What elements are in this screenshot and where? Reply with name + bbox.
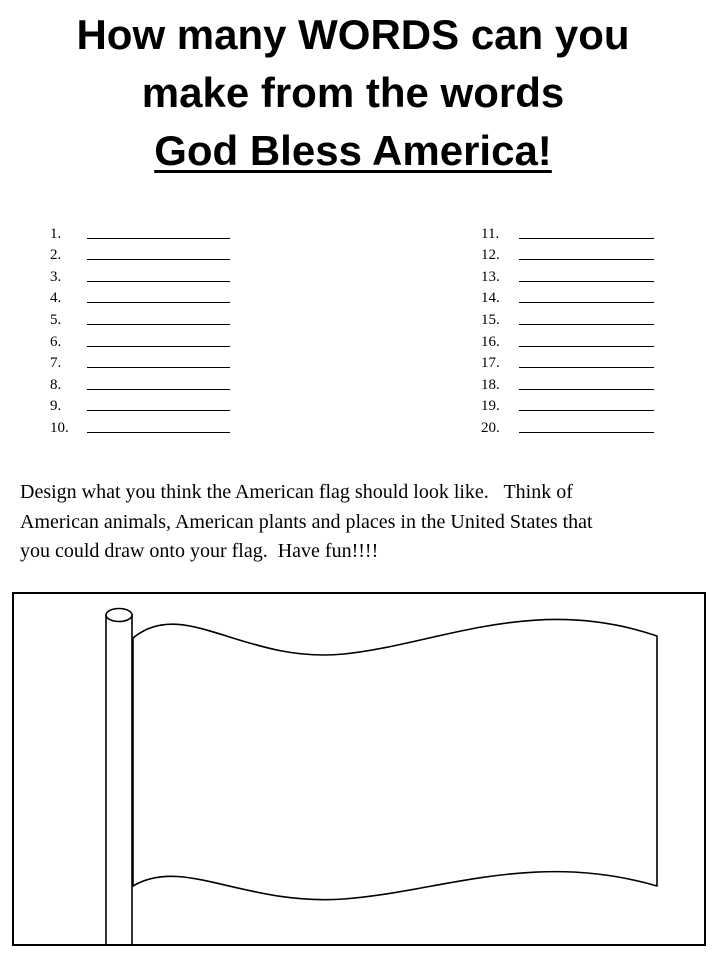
- word-number: 1.: [50, 225, 62, 242]
- word-answer-line[interactable]: [87, 367, 230, 368]
- word-answer-line[interactable]: [519, 432, 654, 433]
- instructions: [20, 478, 718, 567]
- word-answer-line[interactable]: [519, 238, 654, 239]
- word-number: 7.: [50, 355, 62, 372]
- word-answer-line[interactable]: [87, 432, 230, 433]
- word-row: [50, 415, 230, 437]
- word-number: 5.: [50, 311, 62, 328]
- title-line-1: How many WORDS can you: [76, 11, 630, 58]
- word-list-right: [481, 221, 654, 437]
- instructions-line-3: you could draw onto your flag. Have fun!!!!: [20, 540, 379, 562]
- word-number: 12.: [481, 247, 500, 264]
- word-answer-line[interactable]: [87, 410, 230, 411]
- word-answer-line[interactable]: [519, 410, 654, 411]
- word-number: 10.: [50, 419, 69, 436]
- flagpole-icon: [106, 609, 132, 945]
- word-row: [50, 307, 230, 329]
- word-number: 19.: [481, 398, 500, 415]
- word-answer-line[interactable]: [87, 281, 230, 282]
- title-line-2: make from the words: [141, 69, 565, 116]
- word-row: [50, 329, 230, 351]
- word-answer-line[interactable]: [87, 389, 230, 390]
- word-answer-line[interactable]: [519, 346, 654, 347]
- word-row: [481, 329, 654, 351]
- word-row: [50, 264, 230, 286]
- word-row: [50, 394, 230, 416]
- word-number: 15.: [481, 311, 500, 328]
- word-number: 3.: [50, 268, 62, 285]
- word-row: [481, 286, 654, 308]
- word-answer-line[interactable]: [87, 302, 230, 303]
- word-number: 17.: [481, 355, 500, 372]
- word-row: [50, 221, 230, 243]
- word-number: 16.: [481, 333, 500, 350]
- word-row: [481, 307, 654, 329]
- word-number: 18.: [481, 376, 500, 393]
- flag-drawing: [14, 594, 704, 944]
- title-line-3: [0, 126, 706, 176]
- word-row: [481, 221, 654, 243]
- word-number: 11.: [481, 225, 500, 242]
- word-row: [50, 243, 230, 265]
- instructions-line-2: American animals, American plants and places in the United States that: [20, 510, 593, 533]
- word-answer-line[interactable]: [519, 259, 654, 260]
- word-row: [481, 264, 654, 286]
- word-row: [481, 372, 654, 394]
- word-answer-line[interactable]: [87, 259, 230, 260]
- word-row: [481, 415, 654, 437]
- word-number: 8.: [50, 376, 62, 393]
- word-row: [50, 351, 230, 373]
- flag-drawing-area[interactable]: [12, 592, 706, 946]
- instructions-line-1: Design what you think the American flag should look like. Think of: [20, 481, 573, 503]
- word-row: [481, 394, 654, 416]
- word-number: 20.: [481, 419, 500, 436]
- flag-icon: [133, 619, 657, 899]
- word-list-left: [50, 221, 230, 437]
- word-row: [50, 372, 230, 394]
- word-answer-line[interactable]: [87, 238, 230, 239]
- word-answer-line[interactable]: [519, 302, 654, 303]
- word-number: 13.: [481, 268, 500, 285]
- word-number: 2.: [50, 247, 62, 264]
- word-row: [481, 351, 654, 373]
- word-answer-line[interactable]: [519, 281, 654, 282]
- word-answer-line[interactable]: [519, 389, 654, 390]
- word-number: 6.: [50, 333, 62, 350]
- word-answer-line[interactable]: [87, 324, 230, 325]
- word-number: 4.: [50, 290, 62, 307]
- word-number: 14.: [481, 290, 500, 307]
- word-number: 9.: [50, 398, 62, 415]
- word-answer-line[interactable]: [519, 367, 654, 368]
- word-answer-line[interactable]: [519, 324, 654, 325]
- word-answer-line[interactable]: [87, 346, 230, 347]
- title-phrase: God Bless America!: [154, 127, 552, 174]
- word-row: [50, 286, 230, 308]
- word-row: [481, 243, 654, 265]
